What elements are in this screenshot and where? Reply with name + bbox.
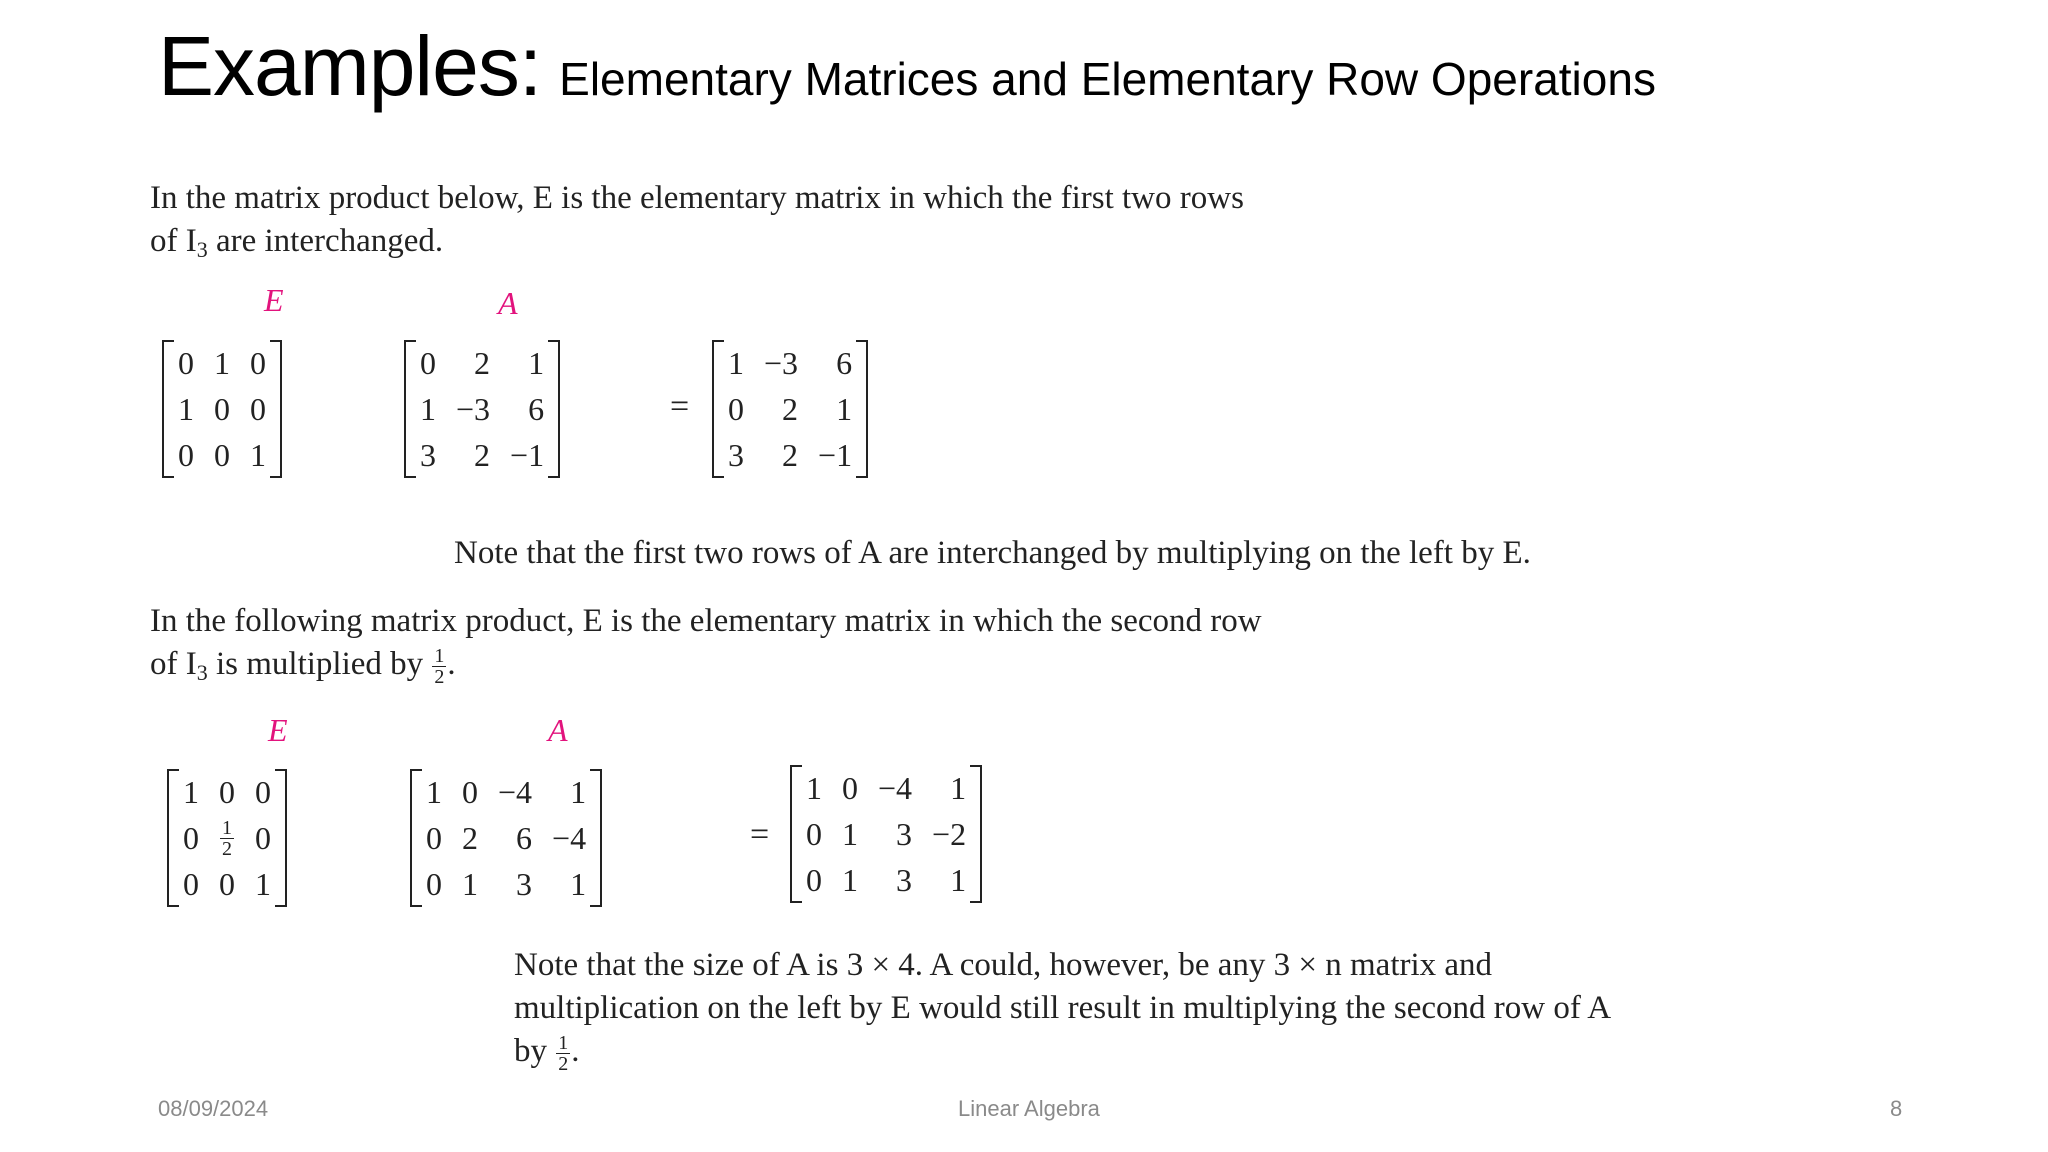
matrix-cell: −4 [552, 819, 587, 856]
example2-intro-line2: of I3 is multiplied by $\frac{1}{2}$ . [150, 644, 456, 688]
matrix-cell: 0 [250, 390, 266, 427]
example1-label-a: A [498, 285, 518, 321]
matrix-cell: 0 [462, 773, 478, 810]
matrix-cell: 1 [462, 865, 478, 902]
example2-matrix-result [790, 765, 982, 903]
example1-equals: = [670, 388, 690, 425]
matrix-cell: 0 [426, 865, 442, 902]
example2-matrix-a [410, 769, 602, 907]
matrix-cell: 0 [255, 773, 271, 810]
example2-intro [150, 600, 1450, 694]
matrix-cell: 3 [516, 865, 533, 902]
matrix-cell: 1 [842, 815, 858, 852]
fraction-one-half: $\frac{1}{2}$ [558, 1031, 569, 1075]
matrix-cell: 1 [250, 436, 266, 473]
slide-title [158, 18, 1656, 115]
matrix-cell: $\frac{1}{2}$ [222, 817, 232, 861]
matrix-cell: 6 [528, 390, 545, 427]
example1-intro-line1: In the matrix product below, E is the elementary matrix in which the first two rows [150, 180, 1244, 216]
example1-matrix-result [712, 340, 868, 478]
matrix-cell: 1 [255, 865, 271, 902]
matrix-cell: 3 [420, 436, 436, 473]
matrix-cell: 1 [528, 344, 545, 381]
matrix-cell: 2 [474, 344, 491, 381]
matrix-cell: 1 [178, 390, 194, 427]
matrix-cell: 1 [950, 861, 967, 898]
matrix-cell: 0 [214, 436, 230, 473]
matrix-cell: 0 [183, 819, 199, 856]
example2-note-line2: multiplication on the left by E would still result in multiplying the second row of A [514, 990, 1612, 1026]
example2-note-line3: by $\frac{1}{2}$ . [514, 1031, 580, 1075]
footer-page-number: 8 [1890, 1096, 1903, 1121]
matrix-cell: 2 [474, 436, 491, 473]
example1-matrix-e [162, 340, 282, 478]
example2-note-line1: Note that the size of A is 3 × 4. A could, however, be any 3 × n matrix and [514, 947, 1493, 983]
matrix-cell: −4 [878, 769, 913, 806]
example2-equals: = [750, 816, 770, 853]
matrix-cell: 0 [426, 819, 442, 856]
matrix-cell: −3 [764, 344, 799, 381]
matrix-cell: 3 [728, 436, 744, 473]
matrix-cell: 0 [728, 390, 744, 427]
example1-label-e: E [264, 282, 284, 318]
matrix-cell: 0 [842, 769, 858, 806]
matrix-cell: 0 [250, 344, 266, 381]
footer-date: 08/09/2024 [158, 1096, 269, 1121]
matrix-cell: 2 [462, 819, 478, 856]
matrix-cell: 0 [178, 344, 194, 381]
matrix-cell: −1 [510, 436, 545, 473]
matrix-cell: 0 [219, 865, 235, 902]
matrix-cell: 1 [806, 769, 822, 806]
fraction-one-half: $\frac{1}{2}$ [434, 644, 445, 688]
matrix-cell: 0 [806, 861, 822, 898]
example2-intro-line1: In the following matrix product, E is the elementary matrix in which the second row [150, 603, 1262, 639]
matrix-cell: 3 [896, 861, 913, 898]
example2-note [514, 944, 1611, 1074]
matrix-cell: 1 [728, 344, 744, 381]
matrix-cell: 0 [219, 773, 235, 810]
matrix-cell: 1 [420, 390, 436, 427]
title-subtitle: Elementary Matrices and Elementary Row Operations [559, 53, 1656, 105]
matrix-cell: 0 [183, 865, 199, 902]
matrix-cell: −3 [456, 390, 491, 427]
example2-matrix-e [167, 769, 287, 907]
matrix-cell: 1 [570, 773, 587, 810]
matrix-cell: 1 [836, 390, 853, 427]
footer-course: Linear Algebra [958, 1096, 1100, 1121]
matrix-cell: 2 [782, 390, 799, 427]
matrix-cell: 1 [842, 861, 858, 898]
matrix-cell: −2 [932, 815, 967, 852]
title-main: Examples: [158, 19, 542, 113]
matrix-cell: −1 [818, 436, 853, 473]
example1-note: Note that the first two rows of A are interchanged by multiplying on the left by E. [454, 535, 1531, 571]
matrix-cell: 1 [570, 865, 587, 902]
matrix-cell: −4 [498, 773, 533, 810]
matrix-cell: 1 [426, 773, 442, 810]
matrix-cell: 0 [806, 815, 822, 852]
example2-label-a: A [548, 712, 568, 748]
example1-matrix-a [404, 340, 560, 478]
matrix-cell: 0 [214, 390, 230, 427]
matrix-cell: 1 [183, 773, 199, 810]
matrix-cell: 6 [516, 819, 533, 856]
matrix-cell: 0 [178, 436, 194, 473]
matrix-cell: 3 [896, 815, 913, 852]
example1-intro [150, 177, 1450, 271]
matrix-cell: 1 [214, 344, 230, 381]
matrix-cell: 6 [836, 344, 853, 381]
example1-intro-line2: of I3 are interchanged. [150, 223, 444, 262]
matrix-cell: 0 [420, 344, 436, 381]
matrix-cell: 0 [255, 819, 271, 856]
matrix-cell: 2 [782, 436, 799, 473]
matrix-cell: 1 [950, 769, 967, 806]
example2-label-e: E [268, 712, 288, 748]
